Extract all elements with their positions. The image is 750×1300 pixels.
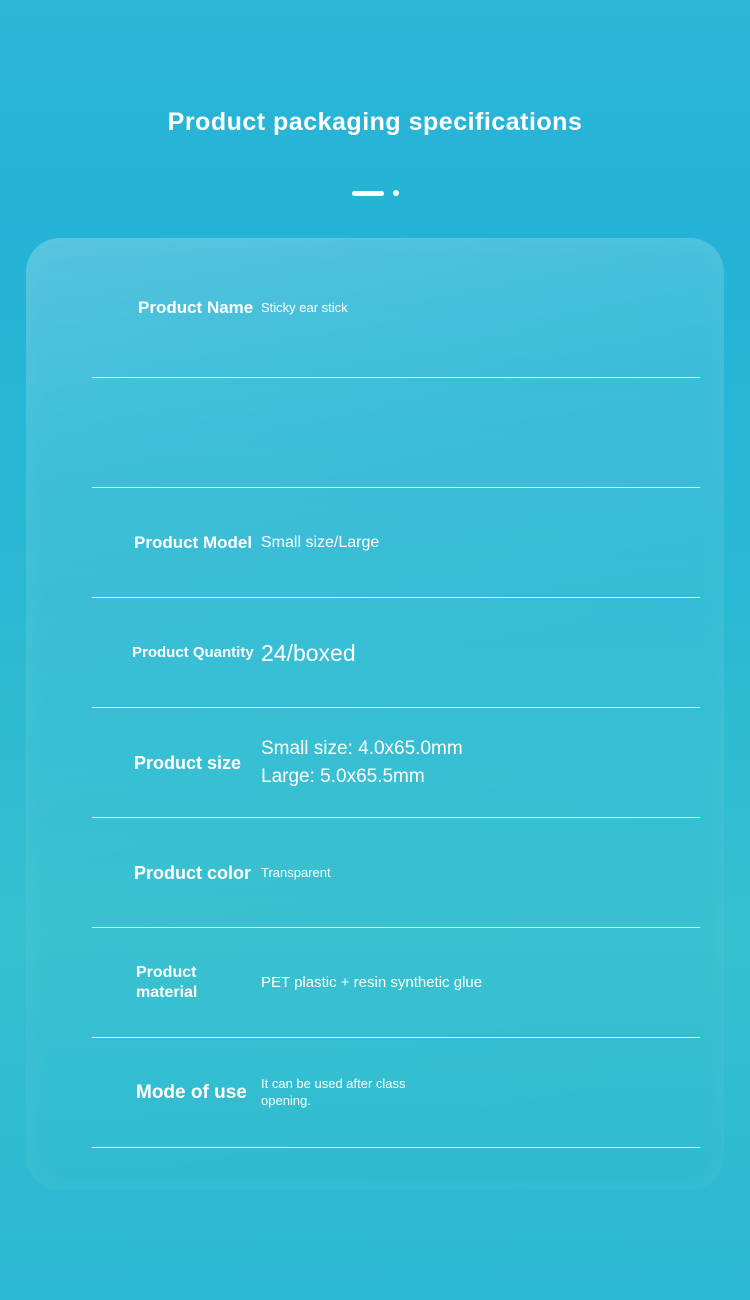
spec-value-line-1: Small size: 4.0x65.0mm: [261, 738, 463, 760]
spec-label: Product material: [136, 964, 198, 1001]
spec-value-line-2: Large: 5.0x65.5mm: [261, 766, 425, 787]
row-divider: [92, 1147, 700, 1148]
spec-value: It can be used after class opening.: [261, 1076, 406, 1108]
spec-value: 24/boxed: [261, 639, 356, 666]
table-row: [26, 818, 724, 928]
pagination-dash-indicator[interactable]: [352, 191, 384, 196]
table-row: [26, 378, 724, 488]
table-row: [26, 488, 724, 598]
specifications-list: [26, 238, 724, 1148]
spec-label: Product color: [134, 862, 252, 883]
spec-value: Sticky ear stick: [261, 299, 348, 315]
spec-value: [261, 735, 724, 790]
table-row: [26, 708, 724, 818]
spec-value: PET plastic + resin synthetic glue: [261, 973, 483, 991]
pagination-dot-indicator[interactable]: [393, 190, 399, 196]
spec-value: Transparent: [261, 864, 331, 880]
page-title: Product packaging specifications: [167, 108, 583, 136]
table-row: [26, 238, 724, 378]
spec-label: Product Model: [134, 533, 253, 553]
spec-label: Product Name: [138, 298, 254, 318]
table-row: [26, 1038, 724, 1148]
spec-label: Product Quantity: [132, 643, 254, 661]
table-row: [26, 928, 724, 1038]
spec-value: Small size/Large: [261, 534, 380, 551]
spec-label: Product size: [134, 752, 242, 773]
spec-label: Mode of use: [136, 1082, 247, 1104]
table-row: [26, 598, 724, 708]
carousel-pagination[interactable]: [0, 190, 750, 196]
specifications-card: [26, 238, 724, 1190]
